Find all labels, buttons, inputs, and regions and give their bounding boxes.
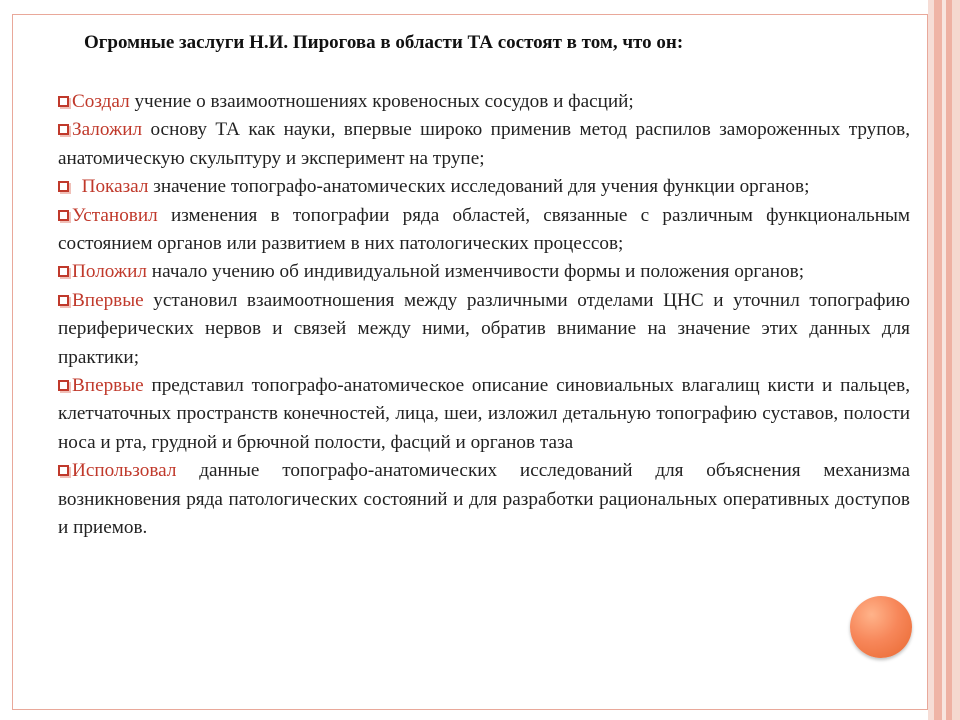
list-item xyxy=(58,258,910,286)
list-item xyxy=(58,173,910,201)
merits-list xyxy=(58,88,910,543)
item-text: изменения в топографии ряда областей, связанные с различным функциональным состоянием органов или развитием в них патологических процессов; xyxy=(58,204,910,255)
slide-title: Огромные заслуги Н.И. Пирогова в области ТА состоят в том, что он: xyxy=(84,32,684,53)
item-text: представил топографо-анатомическое описание синовиальных влагалищ кисти и пальцев, клетчаточных пространств конечностей, лица, шеи, изложил детальную топографию суставов, полости носа и рта, грудной и брючной полости, фасций и органов таза xyxy=(58,375,910,453)
decorative-side-stripes xyxy=(928,0,960,720)
list-item xyxy=(58,372,910,457)
checkbox-bullet-icon xyxy=(58,181,69,192)
next-slide-circle-button[interactable] xyxy=(850,596,912,658)
item-text: значение топографо-анатомических исследований для учения функции органов; xyxy=(148,176,810,198)
item-keyword: Впервые xyxy=(72,375,144,397)
list-item xyxy=(58,88,910,116)
checkbox-bullet-icon xyxy=(58,210,69,221)
checkbox-bullet-icon xyxy=(58,266,69,277)
checkbox-bullet-icon xyxy=(58,380,69,391)
list-item xyxy=(58,202,910,259)
checkbox-bullet-icon xyxy=(58,124,69,135)
item-keyword: Положил xyxy=(72,261,147,283)
item-text: данные топографо-анатомических исследований для объяснения механизма возникновения ряда патологических состояний и для разработки рациональных оперативных доступов и приемов. xyxy=(58,460,910,539)
item-keyword: Впервые xyxy=(72,289,144,311)
checkbox-bullet-icon xyxy=(58,96,69,107)
item-text: основу ТА как науки, впервые широко применив метод распилов замороженных трупов, анатомическую скульптуру и эксперимент на трупе; xyxy=(58,119,910,169)
item-keyword: Показал xyxy=(81,176,149,198)
item-keyword: Установил xyxy=(72,204,158,226)
list-item xyxy=(58,287,910,372)
checkbox-bullet-icon xyxy=(58,465,69,476)
list-item xyxy=(58,457,910,542)
item-keyword: Создал xyxy=(72,91,130,112)
item-text: установил взаимоотношения между различными отделами ЦНС и уточнил топографию периферических нервов и связей между ними, обратив внимание на значение этих данных для практики; xyxy=(58,289,910,368)
item-keyword: Использовал xyxy=(72,460,177,482)
item-keyword: Заложил xyxy=(72,119,143,141)
checkbox-bullet-icon xyxy=(58,295,69,306)
list-item xyxy=(58,116,910,173)
item-text: учение о взаимоотношениях кровеносных сосудов и фасций; xyxy=(129,91,634,112)
item-text: начало учению об индивидуальной изменчивости формы и положения органов; xyxy=(147,261,805,283)
